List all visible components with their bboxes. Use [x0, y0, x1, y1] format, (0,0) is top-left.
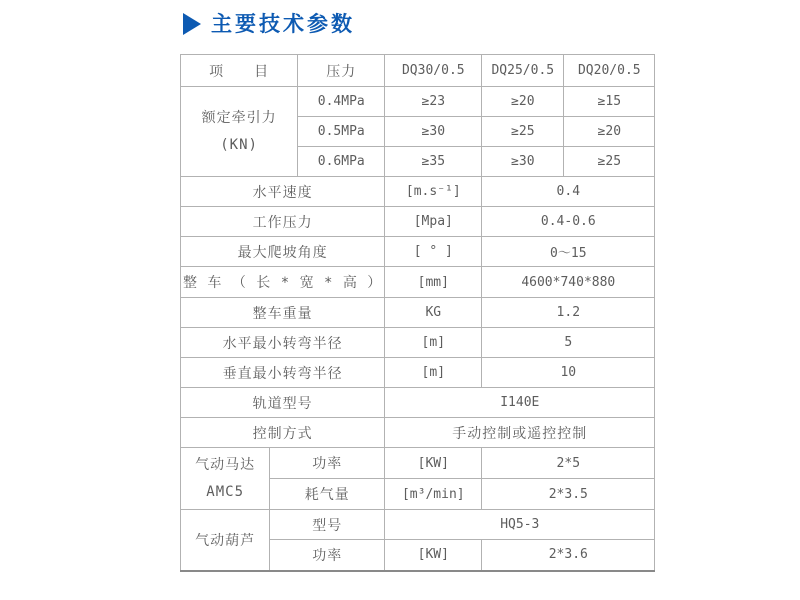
spec-value: 0.4-0.6: [482, 207, 655, 237]
spec-label: 整车重量: [181, 298, 385, 328]
spec-value: 4600*740*880: [482, 267, 655, 298]
spec-row-weight: [181, 298, 655, 328]
hoist-param-name: 功率: [270, 540, 385, 571]
spec-unit: [m]: [385, 328, 482, 358]
spec-row-v-radius: [181, 358, 655, 388]
page-title: 主要技术参数: [211, 11, 355, 36]
traction-row-04: [181, 87, 655, 117]
hoist-param-value: HQ5-3: [385, 510, 655, 540]
spec-label: 最大爬坡角度: [181, 237, 385, 267]
value-cell: ≥35: [385, 147, 482, 177]
pressure-cell: 0.4MPa: [298, 87, 385, 117]
hoist-label: 气动葫芦: [181, 510, 270, 571]
header-model-dq20: DQ20/0.5: [564, 55, 655, 87]
spec-row-h-radius: [181, 328, 655, 358]
value-cell: ≥23: [385, 87, 482, 117]
traction-unit: (KN): [220, 136, 258, 153]
traction-label-cell: [181, 87, 298, 177]
value-cell: ≥25: [482, 117, 564, 147]
spec-value: 0～15: [482, 237, 655, 267]
spec-row-speed: [181, 177, 655, 207]
motor-param-unit: [m³/min]: [385, 479, 482, 510]
play-triangle-icon: [183, 13, 201, 35]
spec-label: 控制方式: [181, 418, 385, 448]
spec-label: 水平最小转弯半径: [181, 328, 385, 358]
value-cell: ≥30: [385, 117, 482, 147]
spec-value: 手动控制或遥控控制: [385, 418, 655, 448]
value-cell: ≥20: [482, 87, 564, 117]
spec-value: I140E: [385, 388, 655, 418]
header-model-dq25: DQ25/0.5: [482, 55, 564, 87]
motor-param-name: 耗气量: [270, 479, 385, 510]
hoist-row-type: [181, 510, 655, 540]
pressure-cell: 0.5MPa: [298, 117, 385, 147]
pressure-cell: 0.6MPa: [298, 147, 385, 177]
spec-unit: [ ° ]: [385, 237, 482, 267]
motor-label: 气动马达: [195, 456, 256, 473]
header-item: 项 目: [181, 55, 298, 87]
spec-row-control-mode: [181, 418, 655, 448]
spec-row-working-pressure: [181, 207, 655, 237]
spec-label: 轨道型号: [181, 388, 385, 418]
header-model-dq30: DQ30/0.5: [385, 55, 482, 87]
spec-table: [180, 54, 655, 572]
spec-label: 垂直最小转弯半径: [181, 358, 385, 388]
spec-unit: [Mpa]: [385, 207, 482, 237]
section-title: [183, 13, 355, 35]
header-pressure: 压力: [298, 55, 385, 87]
value-cell: ≥25: [564, 147, 655, 177]
spec-row-rail-type: [181, 388, 655, 418]
motor-label-cell: [181, 448, 270, 510]
spec-row-dimensions: [181, 267, 655, 298]
motor-param-value: 2*3.5: [482, 479, 655, 510]
motor-model: AMC5: [206, 483, 244, 500]
motor-param-unit: [KW]: [385, 448, 482, 479]
hoist-param-value: 2*3.6: [482, 540, 655, 571]
spec-unit: [m.s⁻¹]: [385, 177, 482, 207]
hoist-param-name: 型号: [270, 510, 385, 540]
table-header-row: [181, 55, 655, 87]
spec-value: 5: [482, 328, 655, 358]
value-cell: ≥15: [564, 87, 655, 117]
spec-value: 10: [482, 358, 655, 388]
hoist-param-unit: [KW]: [385, 540, 482, 571]
spec-value: 1.2: [482, 298, 655, 328]
spec-unit: KG: [385, 298, 482, 328]
spec-label: 工作压力: [181, 207, 385, 237]
spec-unit: [m]: [385, 358, 482, 388]
spec-row-climb-angle: [181, 237, 655, 267]
traction-label: 额定牵引力: [201, 109, 277, 126]
spec-label: 整 车 （ 长 * 宽 * 高 ）: [181, 267, 385, 298]
spec-unit: [mm]: [385, 267, 482, 298]
motor-param-value: 2*5: [482, 448, 655, 479]
value-cell: ≥30: [482, 147, 564, 177]
motor-row-power: [181, 448, 655, 479]
value-cell: ≥20: [564, 117, 655, 147]
spec-label: 水平速度: [181, 177, 385, 207]
spec-value: 0.4: [482, 177, 655, 207]
motor-param-name: 功率: [270, 448, 385, 479]
